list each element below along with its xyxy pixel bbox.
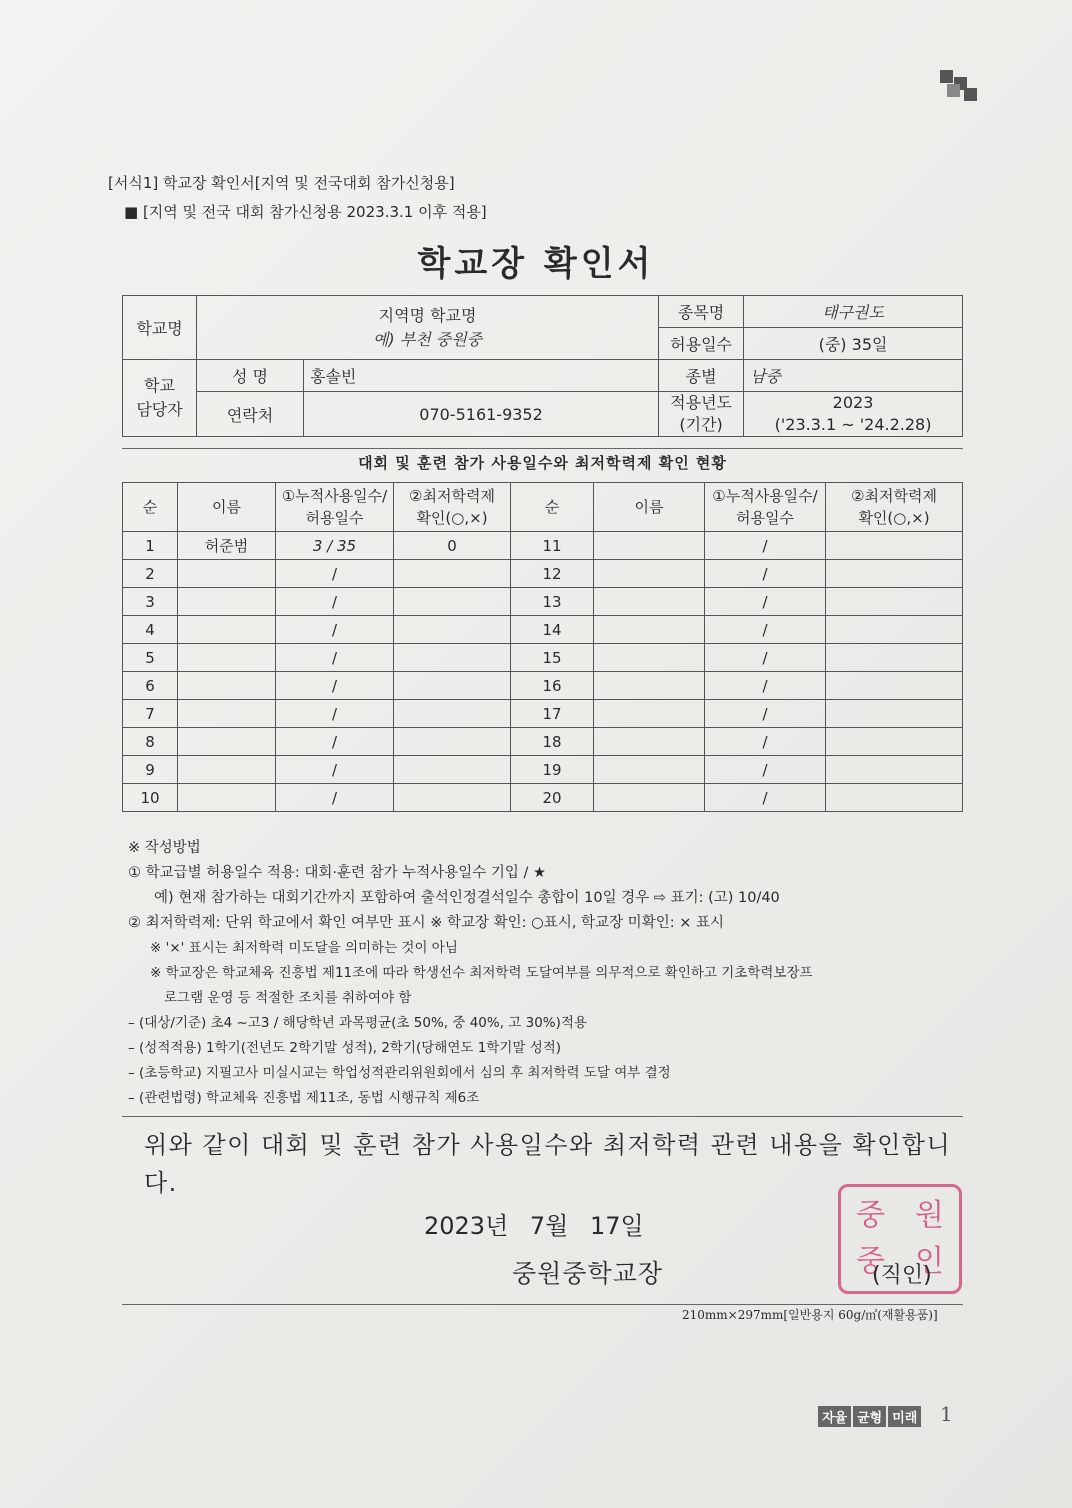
table-row — [123, 728, 963, 756]
row-check — [826, 644, 963, 672]
row-check — [826, 784, 963, 812]
notes-title: ※ 작성방법 — [128, 840, 201, 856]
row-check — [394, 560, 511, 588]
table-row — [123, 560, 963, 588]
row-name — [178, 756, 276, 784]
row-seq: 12 — [511, 560, 594, 588]
row-check — [826, 700, 963, 728]
row-seq: 5 — [123, 644, 178, 672]
row-check — [826, 616, 963, 644]
table-row — [123, 532, 963, 560]
col-days-left: ①누적사용일수/ 허용일수 — [276, 483, 394, 532]
row-seq: 7 — [123, 700, 178, 728]
table-row — [123, 784, 963, 812]
note-line: 로그램 운영 등 적절한 조치를 취하여야 함 — [164, 990, 412, 1006]
note-line: – (대상/기준) 초4 ~고3 / 해당학년 과목평균(초 50%, 중 40%, 고 30%)적용 — [128, 1015, 587, 1031]
row-check — [394, 672, 511, 700]
row-name — [178, 784, 276, 812]
manager-label: 학교 담당자 — [123, 360, 197, 437]
allowed-days-label: 허용일수 — [659, 328, 744, 360]
row-name — [594, 700, 705, 728]
row-name — [594, 672, 705, 700]
note-line: – (관련법령) 학교체육 진흥법 제11조, 동법 시행규칙 제6조 — [128, 1090, 480, 1106]
note-line: ② 최저학력제: 단위 학교에서 확인 여부만 표시 ※ 학교장 확인: ○표시, 학교장 미확인: × 표시 — [128, 915, 724, 931]
row-days: / — [705, 756, 826, 784]
row-name — [594, 644, 705, 672]
row-days: / — [705, 700, 826, 728]
page-number: 1 — [940, 1402, 953, 1426]
row-seq: 3 — [123, 588, 178, 616]
category-label: 종별 — [659, 360, 744, 392]
row-days: / — [276, 784, 394, 812]
row-seq: 6 — [123, 672, 178, 700]
row-check — [826, 756, 963, 784]
row-check — [826, 532, 963, 560]
school-value: 지역명 학교명 예) 부천 중원중 — [197, 296, 659, 360]
row-seq: 11 — [511, 532, 594, 560]
row-name — [178, 616, 276, 644]
contact-value: 070-5161-9352 — [304, 392, 659, 437]
row-name — [594, 588, 705, 616]
row-name — [594, 728, 705, 756]
row-name — [178, 700, 276, 728]
table-row — [123, 756, 963, 784]
document-title: 학교장 확인서 — [417, 244, 655, 284]
row-seq: 17 — [511, 700, 594, 728]
row-seq: 9 — [123, 756, 178, 784]
row-seq: 8 — [123, 728, 178, 756]
row-days: / — [705, 728, 826, 756]
row-days: / — [276, 616, 394, 644]
row-name — [594, 756, 705, 784]
corner-logo-icon — [940, 70, 980, 104]
row-name — [178, 672, 276, 700]
note-line: ※ '×' 표시는 최저학력 미도달을 의미하는 것이 아님 — [150, 940, 458, 956]
note-line: – (성적적용) 1학기(전년도 2학기말 성적), 2학기(당해연도 1학기말 성적) — [128, 1040, 562, 1056]
paper-size-note: 210mm×297mm[일반용지 60g/㎡(재활용품)] — [682, 1308, 938, 1322]
row-seq: 19 — [511, 756, 594, 784]
col-check-left: ②최저학력제 확인(○,×) — [394, 483, 511, 532]
row-seq: 2 — [123, 560, 178, 588]
info-table — [122, 295, 963, 437]
row-name — [178, 588, 276, 616]
col-days-right: ①누적사용일수/ 허용일수 — [705, 483, 826, 532]
row-check — [394, 784, 511, 812]
row-check — [826, 588, 963, 616]
row-days: / — [276, 728, 394, 756]
row-days: / — [276, 588, 394, 616]
note-line: 예) 현재 참가하는 대회기간까지 포함하여 출석인정결석일수 총합이 10일 경우 ⇨ 표기: (고) 10/40 — [154, 890, 780, 906]
writing-notes — [128, 836, 813, 1111]
row-name — [178, 728, 276, 756]
form-label: [서식1] 학교장 확인서[지역 및 전국대회 참가신청용] — [108, 174, 455, 192]
contact-label: 연락처 — [197, 392, 304, 437]
row-days: / — [705, 644, 826, 672]
table-row — [123, 588, 963, 616]
table-row — [123, 672, 963, 700]
row-check — [394, 644, 511, 672]
row-days: / — [705, 672, 826, 700]
note-line: ① 학교급별 허용일수 적용: 대회·훈련 참가 누적사용일수 기입 / ★ — [128, 865, 547, 881]
records-table — [122, 482, 963, 812]
row-days: / — [705, 784, 826, 812]
year-value: 2023 ('23.3.1 ~ '24.2.28) — [744, 392, 963, 437]
table-row — [123, 616, 963, 644]
col-name-left: 이름 — [178, 483, 276, 532]
sport-value: 태구권도 — [744, 296, 963, 328]
row-check — [394, 728, 511, 756]
row-check — [826, 560, 963, 588]
row-days: / — [276, 644, 394, 672]
signed-date: 2023년 7월 17일 — [424, 1212, 644, 1240]
row-seq: 18 — [511, 728, 594, 756]
row-seq: 20 — [511, 784, 594, 812]
category-value: 남중 — [744, 360, 963, 392]
row-check — [826, 728, 963, 756]
row-days: / — [276, 756, 394, 784]
row-seq: 13 — [511, 588, 594, 616]
section-title: 대회 및 훈련 참가 사용일수와 최저학력제 확인 현황 — [358, 454, 727, 472]
note-line: ※ 학교장은 학교체육 진흥법 제11조에 따라 학생선수 최저학력 도달여부를 의무적으로 확인하고 기초학력보장프 — [150, 965, 813, 981]
row-name — [594, 560, 705, 588]
row-days: / — [705, 560, 826, 588]
row-name — [178, 644, 276, 672]
row-seq: 4 — [123, 616, 178, 644]
row-check — [394, 588, 511, 616]
name-label: 성 명 — [197, 360, 304, 392]
row-seq: 1 — [123, 532, 178, 560]
row-check — [394, 700, 511, 728]
row-days: / — [276, 672, 394, 700]
allowed-days-value: (중) 35일 — [744, 328, 963, 360]
table-row — [123, 700, 963, 728]
principal-name: 중원중학교장 — [512, 1259, 663, 1288]
col-seq-right: 순 — [511, 483, 594, 532]
table-row — [123, 644, 963, 672]
col-seq-left: 순 — [123, 483, 178, 532]
confirmation-text: 위와 같이 대회 및 훈련 참가 사용일수와 최저학력 관련 내용을 확인합니다. — [144, 1131, 952, 1197]
row-seq: 14 — [511, 616, 594, 644]
row-check — [394, 756, 511, 784]
row-seq: 16 — [511, 672, 594, 700]
row-days: / — [276, 700, 394, 728]
sport-label: 종목명 — [659, 296, 744, 328]
school-label: 학교명 — [123, 296, 197, 360]
row-days: / — [276, 560, 394, 588]
row-name — [594, 784, 705, 812]
row-name — [594, 616, 705, 644]
row-check — [826, 672, 963, 700]
row-days: 3 / 35 — [276, 532, 394, 560]
year-label: 적용년도 (기간) — [659, 392, 744, 437]
row-name — [178, 560, 276, 588]
row-name: 허준범 — [178, 532, 276, 560]
row-check: 0 — [394, 532, 511, 560]
form-applicability: ■ [지역 및 전국 대회 참가신청용 2023.3.1 이후 적용] — [124, 203, 487, 221]
name-value: 홍솔빈 — [304, 360, 659, 392]
school-seal-icon: 중 원 중 인 — [838, 1184, 962, 1294]
col-check-right: ②최저학력제 확인(○,×) — [826, 483, 963, 532]
seal-label: (직인) — [872, 1263, 932, 1288]
row-check — [394, 616, 511, 644]
col-name-right: 이름 — [594, 483, 705, 532]
brand-logo: 자율 균형 미래 — [818, 1406, 923, 1427]
row-seq: 15 — [511, 644, 594, 672]
row-days: / — [705, 588, 826, 616]
row-name — [594, 532, 705, 560]
row-days: / — [705, 616, 826, 644]
row-seq: 10 — [123, 784, 178, 812]
row-days: / — [705, 532, 826, 560]
note-line: – (초등학교) 지필고사 미실시교는 학업성적관리위원회에서 심의 후 최저학력 도달 여부 결정 — [128, 1065, 671, 1081]
